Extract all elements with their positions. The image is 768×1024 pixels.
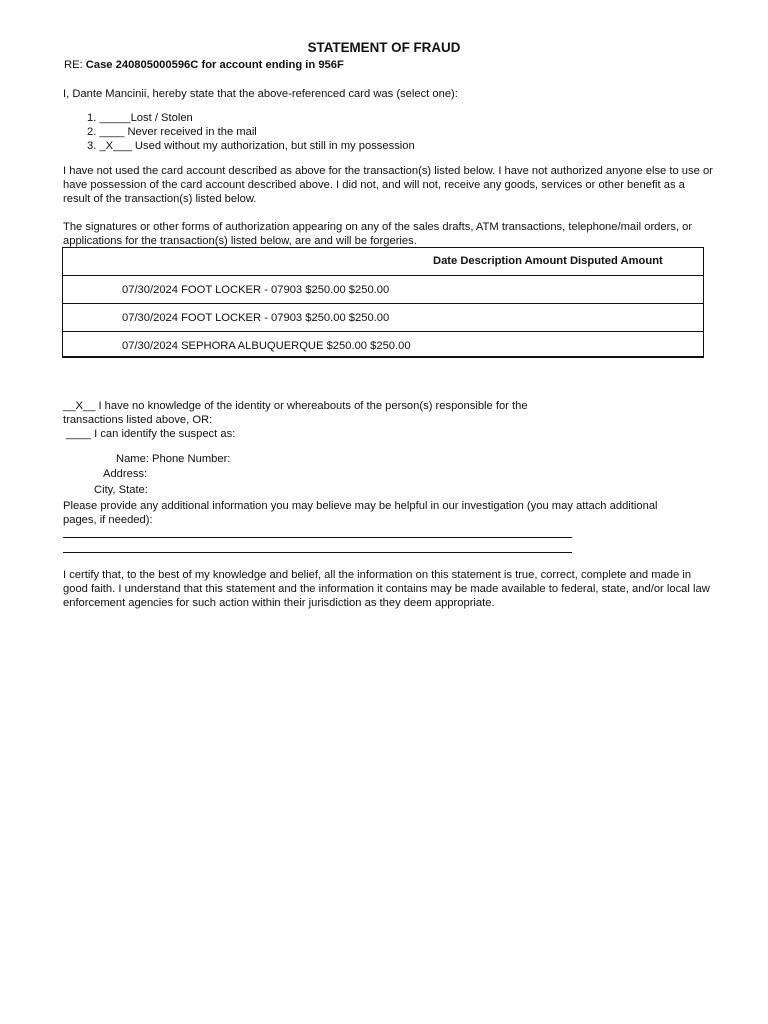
option-item (87, 125, 257, 139)
option-label: Used without my authorization, but still in my possession (134, 140, 415, 152)
table-cell: 07/30/2024 FOOT LOCKER - 07903 $250.00 $250.00 (122, 284, 390, 296)
certification-paragraph: I certify that, to the best of my knowledge and belief, all the information on this statement is true, correct, complete and made in good faith. I understand that this statement and the information it contains may be made available to federal, state, and/or local law enforcement agencies for such action within their jurisdiction as they deem appropriate. (63, 569, 710, 609)
option-mark: ____ (99, 126, 125, 138)
option-item (87, 111, 193, 125)
non-use-paragraph: I have not used the card account described as above for the transaction(s) listed below. I have not authorized anyone else to use or have possession of the card account described above. I did not, and will not, receive any goods, services or other benefit as a result of the transaction(s) listed below. (63, 165, 713, 205)
table-row (63, 331, 703, 358)
table-row (63, 303, 703, 331)
suspect-city-label: City, State: (94, 484, 148, 496)
forgery-paragraph: The signatures or other forms of authorization appearing on any of the sales drafts, ATM transactions, telephone/mail orders, or applications for the transaction(s) listed below, are and will be forgeries. (63, 221, 693, 247)
case-reference-text: Case 240805000596C for account ending in 956F (85, 59, 344, 71)
suspect-name-label: Name: Phone Number: (116, 453, 231, 465)
additional-info-line (63, 537, 572, 538)
table-header-row (63, 248, 703, 275)
additional-info-prompt: Please provide any additional information you may believe may be helpful in our investigation (you may attach additional pages, if needed): (63, 500, 658, 526)
table-cell: 07/30/2024 SEPHORA ALBUQUERQUE $250.00 $250.00 (122, 340, 411, 352)
table-row (63, 275, 703, 303)
intro-statement: I, Dante Mancinii, hereby state that the above-referenced card was (select one): (63, 88, 458, 100)
case-reference (64, 58, 344, 72)
re-prefix: RE: (64, 59, 86, 71)
additional-info-line (63, 552, 572, 553)
suspect-address-label: Address: (103, 468, 148, 480)
option-mark: _X___ (99, 140, 132, 152)
no-knowledge-line-cont: transactions listed above, OR: (63, 414, 213, 426)
option-number: 2. (87, 126, 97, 138)
identify-suspect-line: ____ I can identify the suspect as: (63, 428, 236, 440)
option-number: 3. (87, 140, 97, 152)
option-mark: _____ (99, 112, 131, 124)
no-knowledge-line: __X__ I have no knowledge of the identity or whereabouts of the person(s) responsible for the (63, 400, 528, 412)
option-label: Lost / Stolen (130, 112, 193, 124)
option-label: Never received in the mail (127, 126, 257, 138)
page-title: STATEMENT OF FRAUD (307, 40, 461, 55)
table-cell: 07/30/2024 FOOT LOCKER - 07903 $250.00 $250.00 (122, 312, 390, 324)
table-header: Date Description Amount Disputed Amount (433, 255, 663, 267)
option-item (87, 139, 415, 153)
option-number: 1. (87, 112, 97, 124)
transactions-table (62, 247, 704, 358)
